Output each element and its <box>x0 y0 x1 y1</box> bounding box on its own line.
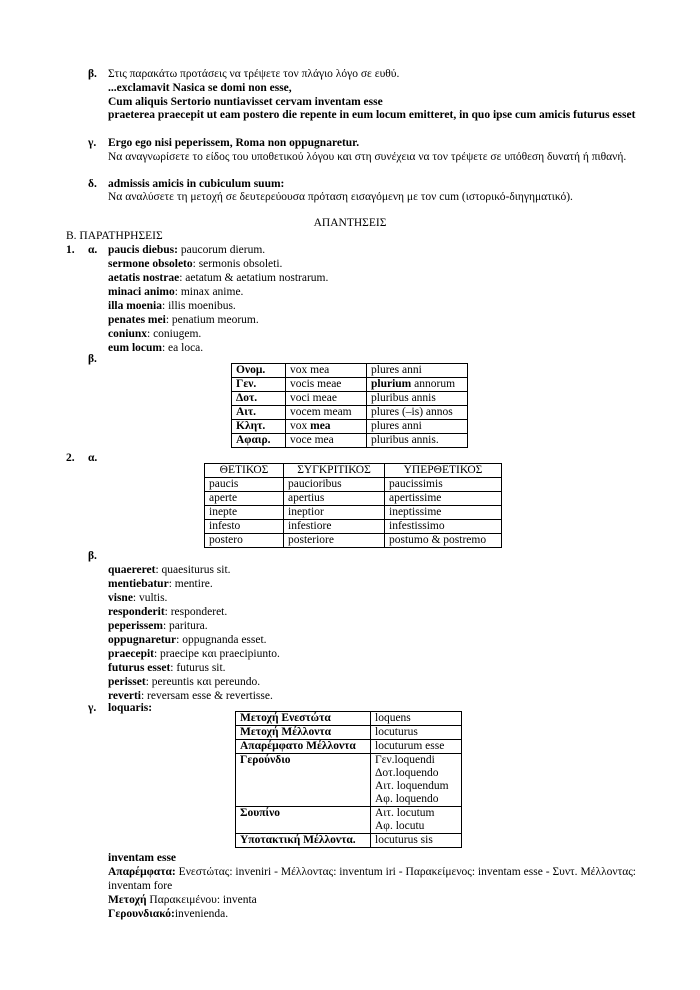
term: penates mei <box>108 314 166 326</box>
answer: paucorum dierum. <box>177 244 266 256</box>
table-row <box>236 807 462 834</box>
form-cell: Υποτακτική Μέλλοντα. <box>236 834 371 848</box>
section-gamma-marker: γ. <box>88 137 97 149</box>
cell: apertissime <box>385 492 502 506</box>
cell: pluribus annis <box>367 392 468 406</box>
inventam-gerundive <box>108 907 228 921</box>
form-cell: Γερούνδιο <box>236 754 371 807</box>
form-cell: Μετοχή Ενεστώτα <box>236 712 371 726</box>
term: quaereret <box>108 564 156 576</box>
form-cell: Απαρέμφατο Μέλλοντα <box>236 740 371 754</box>
term: illa moenia <box>108 300 162 312</box>
cell: posteriore <box>284 534 385 548</box>
table-row <box>205 492 502 506</box>
list-item <box>108 619 280 633</box>
beta-latin-line-3: praeterea praecepit ut eam postero die repente in eum locum emitteret, in quo ipse cum amicis futurus esset <box>108 109 636 121</box>
loquor-forms-table <box>235 711 462 848</box>
q1-number: 1. <box>66 244 75 256</box>
term: sermone obsoleto <box>108 258 193 270</box>
case-cell: Γεν. <box>232 378 286 392</box>
list-item <box>108 647 280 661</box>
cell: paucioribus <box>284 478 385 492</box>
cell: voce mea <box>286 434 367 448</box>
table-row <box>232 378 468 392</box>
table-row <box>232 406 468 420</box>
list-item <box>108 675 280 689</box>
cell: voci meae <box>286 392 367 406</box>
delta-instruction: Να αναλύσετε τη μετοχή σε δευτερεύουσα πρόταση εισαγόμενη με τον cum (ιστορικό-διηγηματικό). <box>108 191 573 203</box>
form-cell: Μετοχή Μέλλοντα <box>236 726 371 740</box>
answer: : futurus sit. <box>170 662 226 674</box>
cell: Γεν.loquendi Δοτ.loquendo Αιτ. loquendum Αφ. loquendo <box>371 754 462 807</box>
list-item <box>108 605 280 619</box>
table-row <box>205 478 502 492</box>
cell: locuturus <box>371 726 462 740</box>
answer: : vultis. <box>132 592 168 604</box>
table-row <box>232 434 468 448</box>
table-row <box>236 726 462 740</box>
list-item <box>108 563 280 577</box>
cell: plurium annorum <box>367 378 468 392</box>
term: visne <box>108 592 133 604</box>
cell: Αιτ. locutum Αφ. locutu <box>371 807 462 834</box>
answer: : ea loca. <box>161 342 204 354</box>
table-row <box>232 420 468 434</box>
term: responderit <box>108 606 165 618</box>
term: paucis diebus: <box>108 244 178 256</box>
table-header-row <box>205 464 502 478</box>
cell: ineptissime <box>385 506 502 520</box>
inventam-infinitives <box>108 865 636 893</box>
table-row <box>205 520 502 534</box>
header-cell: ΘΕΤΙΚΟΣ <box>205 464 284 478</box>
answer: : pereuntis και pereundo. <box>145 676 261 688</box>
table-row <box>236 712 462 726</box>
participle-label: Μετοχή <box>108 894 147 906</box>
case-cell: Αιτ. <box>232 406 286 420</box>
list-item <box>108 313 328 327</box>
term: futurus esset <box>108 662 171 674</box>
cell: locuturum esse <box>371 740 462 754</box>
term: reverti <box>108 690 141 702</box>
list-item <box>108 285 328 299</box>
cell: loquens <box>371 712 462 726</box>
term: eum locum <box>108 342 162 354</box>
inventam-participle <box>108 893 257 907</box>
table-row <box>232 392 468 406</box>
infinitives-text: Ενεστώτας: inveniri - Μέλλοντας: inventum iri - Παρακείμενος: inventam esse - Συντ. Μέλλοντας: inventam fore <box>108 866 636 892</box>
section-beta-marker: β. <box>88 68 97 80</box>
cell: plures anni <box>367 420 468 434</box>
term: oppugnaretur <box>108 634 177 646</box>
term: minaci animo <box>108 286 175 298</box>
answer: : mentire. <box>168 578 213 590</box>
table-row <box>236 834 462 848</box>
answer: : coniugem. <box>147 328 202 340</box>
q2-alpha-marker: α. <box>88 452 98 464</box>
delta-sentence: admissis amicis in cubiculum suum: <box>108 178 285 190</box>
answer: : aetatum & aetatium nostrarum. <box>179 272 329 284</box>
answer: : oppugnanda esset. <box>176 634 267 646</box>
q1-beta-marker: β. <box>88 353 97 365</box>
answer: : penatium meorum. <box>165 314 259 326</box>
answer: : paritura. <box>162 620 208 632</box>
q1-alpha-list <box>108 243 328 355</box>
answer: : sermonis obsoleti. <box>192 258 283 270</box>
list-item <box>108 257 328 271</box>
participle-text: Παρακειμένου: inventa <box>146 894 257 906</box>
answer: : minax anime. <box>174 286 244 298</box>
beta-latin-line-1: ...exclamavit Nasica se domi non esse, <box>108 82 292 94</box>
cell: apertius <box>284 492 385 506</box>
list-item <box>108 633 280 647</box>
answer: : reversam esse & revertisse. <box>140 690 273 702</box>
gamma-instruction: Να αναγνωρίσετε το είδος του υποθετικού λόγου και στη συνέχεια να τον τρέψετε σε υπόθεση δυνατή ή πιθανή. <box>108 151 627 163</box>
cell: infestissimo <box>385 520 502 534</box>
header-cell: ΥΠΕΡΘΕΤΙΚΟΣ <box>385 464 502 478</box>
beta-latin-line-2: Cum aliquis Sertorio nuntiavisset cervam inventam esse <box>108 96 383 108</box>
inventam-title: inventam esse <box>108 852 177 864</box>
list-item <box>108 327 328 341</box>
list-item <box>108 299 328 313</box>
list-item <box>108 243 328 257</box>
term: peperissem <box>108 620 163 632</box>
table-row <box>236 754 462 807</box>
q1-alpha-marker: α. <box>88 244 98 256</box>
q2-number: 2. <box>66 452 75 464</box>
q2-beta-marker: β. <box>88 550 97 562</box>
list-item <box>108 661 280 675</box>
gerundive-label: Γερουνδιακό: <box>108 908 175 920</box>
declension-table <box>231 363 468 448</box>
form-cell: Σουπίνο <box>236 807 371 834</box>
cell: infesto <box>205 520 284 534</box>
gamma-sentence: Ergo ego nisi peperissem, Roma non oppugnaretur. <box>108 137 360 149</box>
list-item <box>108 577 280 591</box>
case-cell: Κλητ. <box>232 420 286 434</box>
section-delta-marker: δ. <box>88 178 97 190</box>
term: mentiebatur <box>108 578 169 590</box>
cell: infestiore <box>284 520 385 534</box>
gamma-word: loquaris: <box>108 702 153 714</box>
case-cell: Δοτ. <box>232 392 286 406</box>
cell: inepte <box>205 506 284 520</box>
cell: postumo & postremo <box>385 534 502 548</box>
cell: pluribus annis. <box>367 434 468 448</box>
cell: plures anni <box>367 364 468 378</box>
term: perisset <box>108 676 146 688</box>
case-cell: Ονομ. <box>232 364 286 378</box>
table-row <box>232 364 468 378</box>
cell: vocem meam <box>286 406 367 420</box>
cell: postero <box>205 534 284 548</box>
answer: : illis moenibus. <box>162 300 236 312</box>
cell: vox mea <box>286 420 367 434</box>
cell: aperte <box>205 492 284 506</box>
term: coniunx <box>108 328 147 340</box>
term: praecepit <box>108 648 154 660</box>
list-item <box>108 271 328 285</box>
q2-beta-list <box>108 563 280 703</box>
cell: paucissimis <box>385 478 502 492</box>
q2-gamma-marker: γ. <box>88 702 97 714</box>
answer: : quaesiturus sit. <box>155 564 231 576</box>
table-row <box>205 534 502 548</box>
gerundive-text: invenienda. <box>174 908 229 920</box>
table-row <box>236 740 462 754</box>
term: aetatis nostrae <box>108 272 180 284</box>
infinitives-label: Απαρέμφατα: <box>108 866 176 878</box>
part-b-title: Β. ΠΑΡΑΤΗΡΗΣΕΙΣ <box>66 230 163 242</box>
case-cell: Αφαιρ. <box>232 434 286 448</box>
section-beta-instruction: Στις παρακάτω προτάσεις να τρέψετε τον πλάγιο λόγο σε ευθύ. <box>108 68 400 80</box>
header-cell: ΣΥΓΚΡΙΤΙΚΟΣ <box>284 464 385 478</box>
cell: plures (–is) annos <box>367 406 468 420</box>
cell: locuturus sis <box>371 834 462 848</box>
table-row <box>205 506 502 520</box>
cell: vocis meae <box>286 378 367 392</box>
list-item <box>108 341 328 355</box>
cell: ineptior <box>284 506 385 520</box>
list-item <box>108 591 280 605</box>
answers-title: ΑΠΑΝΤΗΣΕΙΣ <box>313 217 387 229</box>
comparison-table <box>204 463 502 548</box>
cell: vox mea <box>286 364 367 378</box>
answer: : responderet. <box>164 606 228 618</box>
cell: paucis <box>205 478 284 492</box>
answer: : praecipe και praecipiunto. <box>153 648 280 660</box>
